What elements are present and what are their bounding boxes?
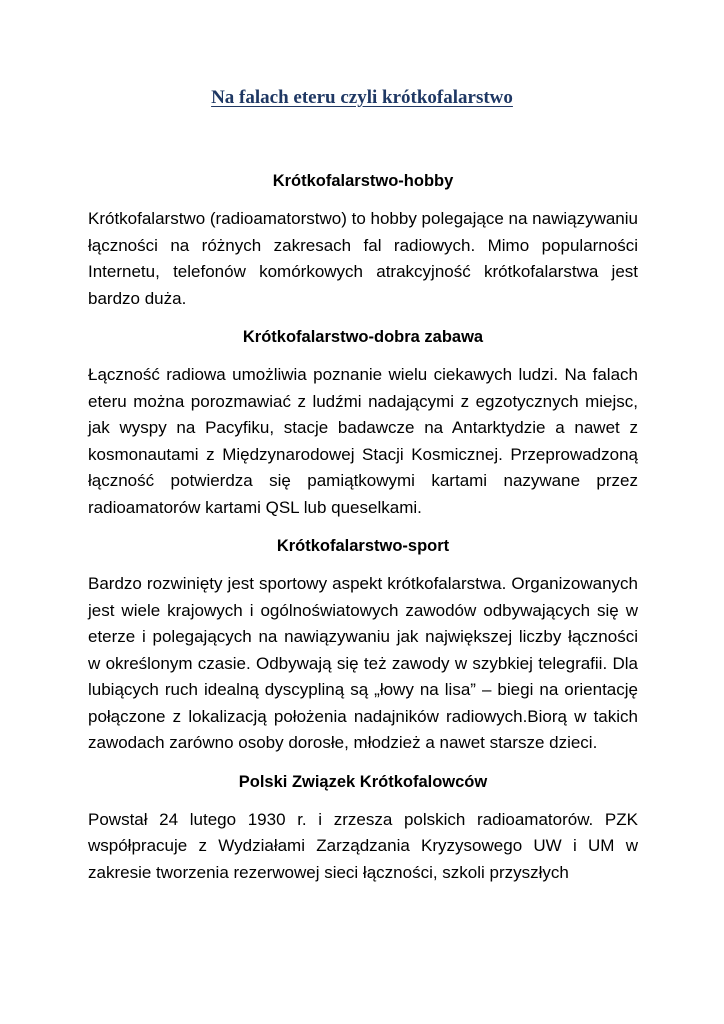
section-pzk	[88, 769, 638, 887]
section-paragraph: Bardzo rozwinięty jest sportowy aspekt krótkofalarstwa. Organizowanych jest wiele krajowych i ogólnoświatowych zawodów odbywających się w eterze i polegających na nawiązywaniu jak największej liczby łączności w określonym czasie. Odbywają się też zawody w szybkiej telegrafii. Dla lubiących ruch idealną dyscypliną są „łowy na lisa” – biegi na orientację połączone z lokalizacją położenia nadajników radiowych.Biorą w takich zawodach zarówno osoby dorosłe, młodzież a nawet starsze dzieci.	[88, 574, 638, 752]
section-paragraph: Powstał 24 lutego 1930 r. i zrzesza polskich radioamatorów. PZK współpracuje z Wydziałami Zarządzania Kryzysowego UW i UM w zakresie tworzenia rezerwowej sieci łączności, szkoli przyszłych	[88, 809, 638, 882]
section-paragraph: Krótkofalarstwo (radioamatorstwo) to hobby polegające na nawiązywaniu łączności na różnych zakresach fal radiowych. Mimo popularności Internetu, telefonów komórkowych atrakcyjność krótkofalarstwa jest bardzo duża.	[88, 209, 638, 308]
document-title: Na falach eteru czyli krótkofalarstwo	[211, 87, 513, 108]
document-content	[88, 168, 638, 886]
section-heading: Krótkofalarstwo-hobby	[272, 172, 454, 190]
section-sport	[88, 533, 638, 757]
section-paragraph: Łączność radiowa umożliwia poznanie wielu ciekawych ludzi. Na falach eteru można porozmawiać z ludźmi nadającymi z egzotycznych miejsc, jak wyspy na Pacyfiku, stacje badawcze na Antarktydzie a nawet z kosmonautami z Międzynarodowej Stacji Kosmicznej. Przeprowadzoną łączność potwierdza się pamiątkowymi kartami nazywane przez radioamatorów kartami QSL lub queselkami.	[88, 365, 638, 517]
section-heading: Krótkofalarstwo-dobra zabawa	[242, 328, 484, 346]
section-heading: Polski Związek Krótkofalowców	[238, 772, 488, 791]
section-hobby	[88, 168, 638, 312]
section-heading: Krótkofalarstwo-sport	[276, 537, 450, 555]
section-fun	[88, 324, 638, 521]
